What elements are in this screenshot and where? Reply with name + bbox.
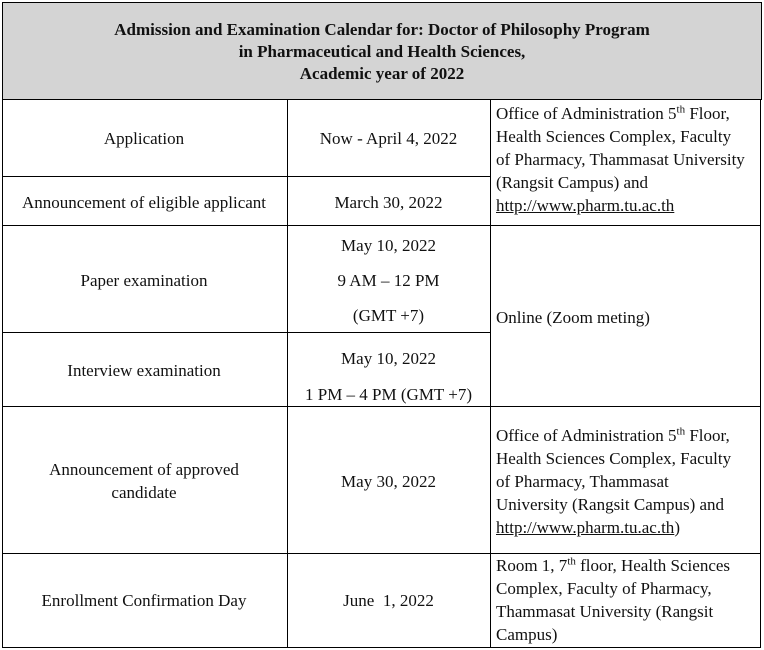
venue-online: Online (Zoom meting) (496, 308, 650, 327)
activity-paper-exam: Paper examination (80, 271, 208, 290)
date-paper-exam: May 10, 2022 9 AM – 12 PM (GMT +7) (337, 236, 440, 325)
grid-line (2, 176, 490, 177)
venue-office-administration: Office of Administration 5th Floor, Health Sciences Complex, Faculty of Pharmacy, Thammasat University (Rangsit Campus) and http://www.pharm.tu.ac.th (496, 103, 745, 215)
activity-application: Application (103, 129, 185, 148)
grid-line (2, 225, 761, 226)
header-line-1: Admission and Examination Calendar for: Doctor of Philosophy Program (114, 20, 650, 39)
venue-room-1: Room 1, 7th floor, Health Sciences Complex, Faculty of Pharmacy, Thammasat University (Rangsit Campus) (496, 555, 731, 644)
date-approved-announcement: May 30, 2022 (341, 472, 436, 491)
date-application: Now - April 4, 2022 (319, 129, 458, 148)
date-interview-exam: May 10, 2022 1 PM – 4 PM (GMT +7) (304, 349, 473, 404)
date-eligible-announcement: March 30, 2022 (334, 193, 443, 212)
calendar-table (2, 2, 762, 648)
header-line-3: Academic year of 2022 (299, 64, 465, 83)
pharm-website-link[interactable]: http://www.pharm.tu.ac.th (496, 196, 675, 215)
table-body (2, 99, 762, 648)
table-header (2, 2, 762, 100)
pharm-website-link-2[interactable]: http://www.pharm.tu.ac.th (496, 518, 675, 537)
activity-approved-announcement: Announcement of approved candidate (49, 460, 239, 502)
activity-interview-exam: Interview examination (67, 361, 221, 380)
grid-line (2, 647, 761, 648)
venue-office-administration-2: Office of Administration 5th Floor, Health Sciences Complex, Faculty of Pharmacy, Thammasat University (Rangsit Campus) and http://www.pharm.tu.ac.th) (496, 425, 732, 537)
date-enrollment: June 1, 2022 (343, 591, 434, 610)
activity-eligible-announcement: Announcement of eligible applicant (21, 193, 267, 212)
header-title (3, 19, 761, 85)
activity-enrollment: Enrollment Confirmation Day (41, 591, 247, 610)
header-line-2: in Pharmaceutical and Health Sciences, (238, 42, 526, 61)
grid-line (490, 99, 491, 648)
